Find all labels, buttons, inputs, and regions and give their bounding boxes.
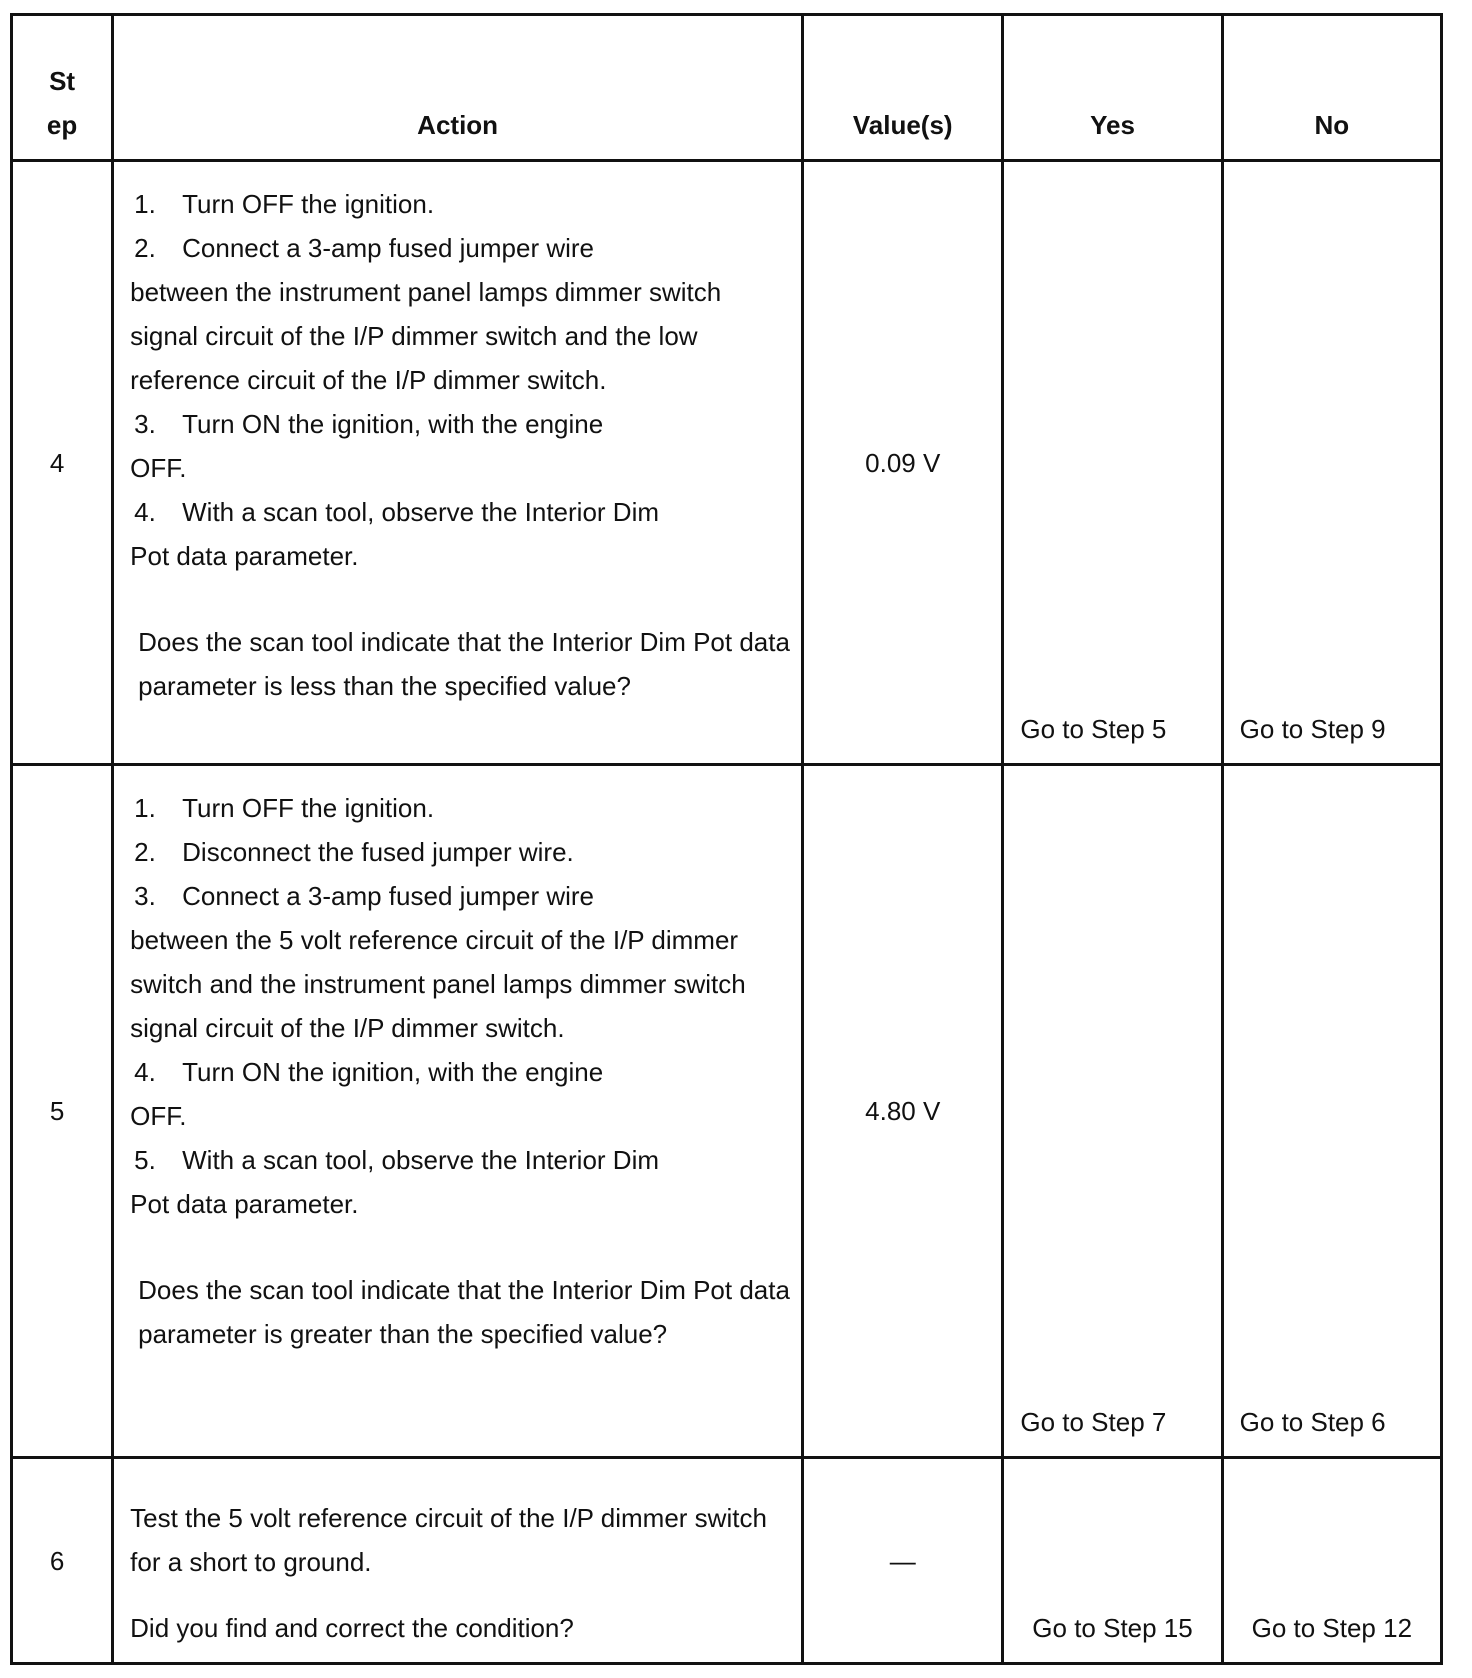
- header-values: Value(s): [803, 15, 1003, 161]
- action-continuation: between the instrument panel lamps dimmer switch signal circuit of the I/P dimmer switch and the low reference circuit of the I/P dimmer switch.: [130, 277, 722, 395]
- step-number: 4: [12, 161, 113, 765]
- step-number: 5: [12, 765, 113, 1458]
- step-number: 6: [12, 1458, 113, 1664]
- action-continuation: between the 5 volt reference circuit of the I/P dimmer switch and the instrument panel lamps dimmer switch signal circuit of the I/P dimmer switch.: [130, 925, 746, 1043]
- action-continuation: Pot data parameter.: [130, 541, 359, 571]
- value-cell: 0.09 V: [803, 161, 1003, 765]
- action-item: 4. Turn ON the ignition, with the engine: [134, 1057, 604, 1087]
- action-continuation: OFF.: [130, 453, 187, 483]
- header-step: St ep: [12, 15, 113, 161]
- no-cell: Go to Step 6: [1222, 765, 1441, 1458]
- action-item: 2. Disconnect the fused jumper wire.: [134, 837, 574, 867]
- action-question: Does the scan tool indicate that the Interior Dim Pot data parameter is greater than the specified value?: [138, 1275, 790, 1349]
- no-cell: Go to Step 12: [1222, 1458, 1441, 1664]
- value-cell: —: [803, 1458, 1003, 1664]
- table-row-step-4: [12, 161, 1442, 765]
- action-item: 3. Turn ON the ignition, with the engine: [134, 409, 604, 439]
- yes-cell: Go to Step 5: [1003, 161, 1222, 765]
- table-row-step-5: [12, 765, 1442, 1458]
- action-item: 1. Turn OFF the ignition.: [134, 189, 435, 219]
- action-cell: [113, 1458, 803, 1664]
- action-cell: [113, 161, 803, 765]
- action-item: 4. With a scan tool, observe the Interior Dim: [134, 497, 660, 527]
- action-item: 2. Connect a 3-amp fused jumper wire: [134, 233, 595, 263]
- action-continuation: OFF.: [130, 1101, 187, 1131]
- action-text: Test the 5 volt reference circuit of the I/P dimmer switch for a short to ground.: [130, 1503, 767, 1577]
- yes-cell: Go to Step 15: [1003, 1458, 1222, 1664]
- action-continuation: Pot data parameter.: [130, 1189, 359, 1219]
- no-cell: Go to Step 9: [1222, 161, 1441, 765]
- action-item: 3. Connect a 3-amp fused jumper wire: [134, 881, 595, 911]
- yes-cell: Go to Step 7: [1003, 765, 1222, 1458]
- header-row: [12, 15, 1442, 161]
- value-cell: 4.80 V: [803, 765, 1003, 1458]
- action-item: 5. With a scan tool, observe the Interior Dim: [134, 1145, 660, 1175]
- action-cell: [113, 765, 803, 1458]
- action-item: 1. Turn OFF the ignition.: [134, 793, 435, 823]
- header-no: No: [1222, 15, 1441, 161]
- action-question: Did you find and correct the condition?: [130, 1613, 574, 1643]
- header-action: Action: [113, 15, 803, 161]
- table-row-step-6: [12, 1458, 1442, 1664]
- action-question: Does the scan tool indicate that the Interior Dim Pot data parameter is less than the specified value?: [138, 627, 790, 701]
- header-yes: Yes: [1003, 15, 1222, 161]
- diagnostic-table: [10, 13, 1443, 1665]
